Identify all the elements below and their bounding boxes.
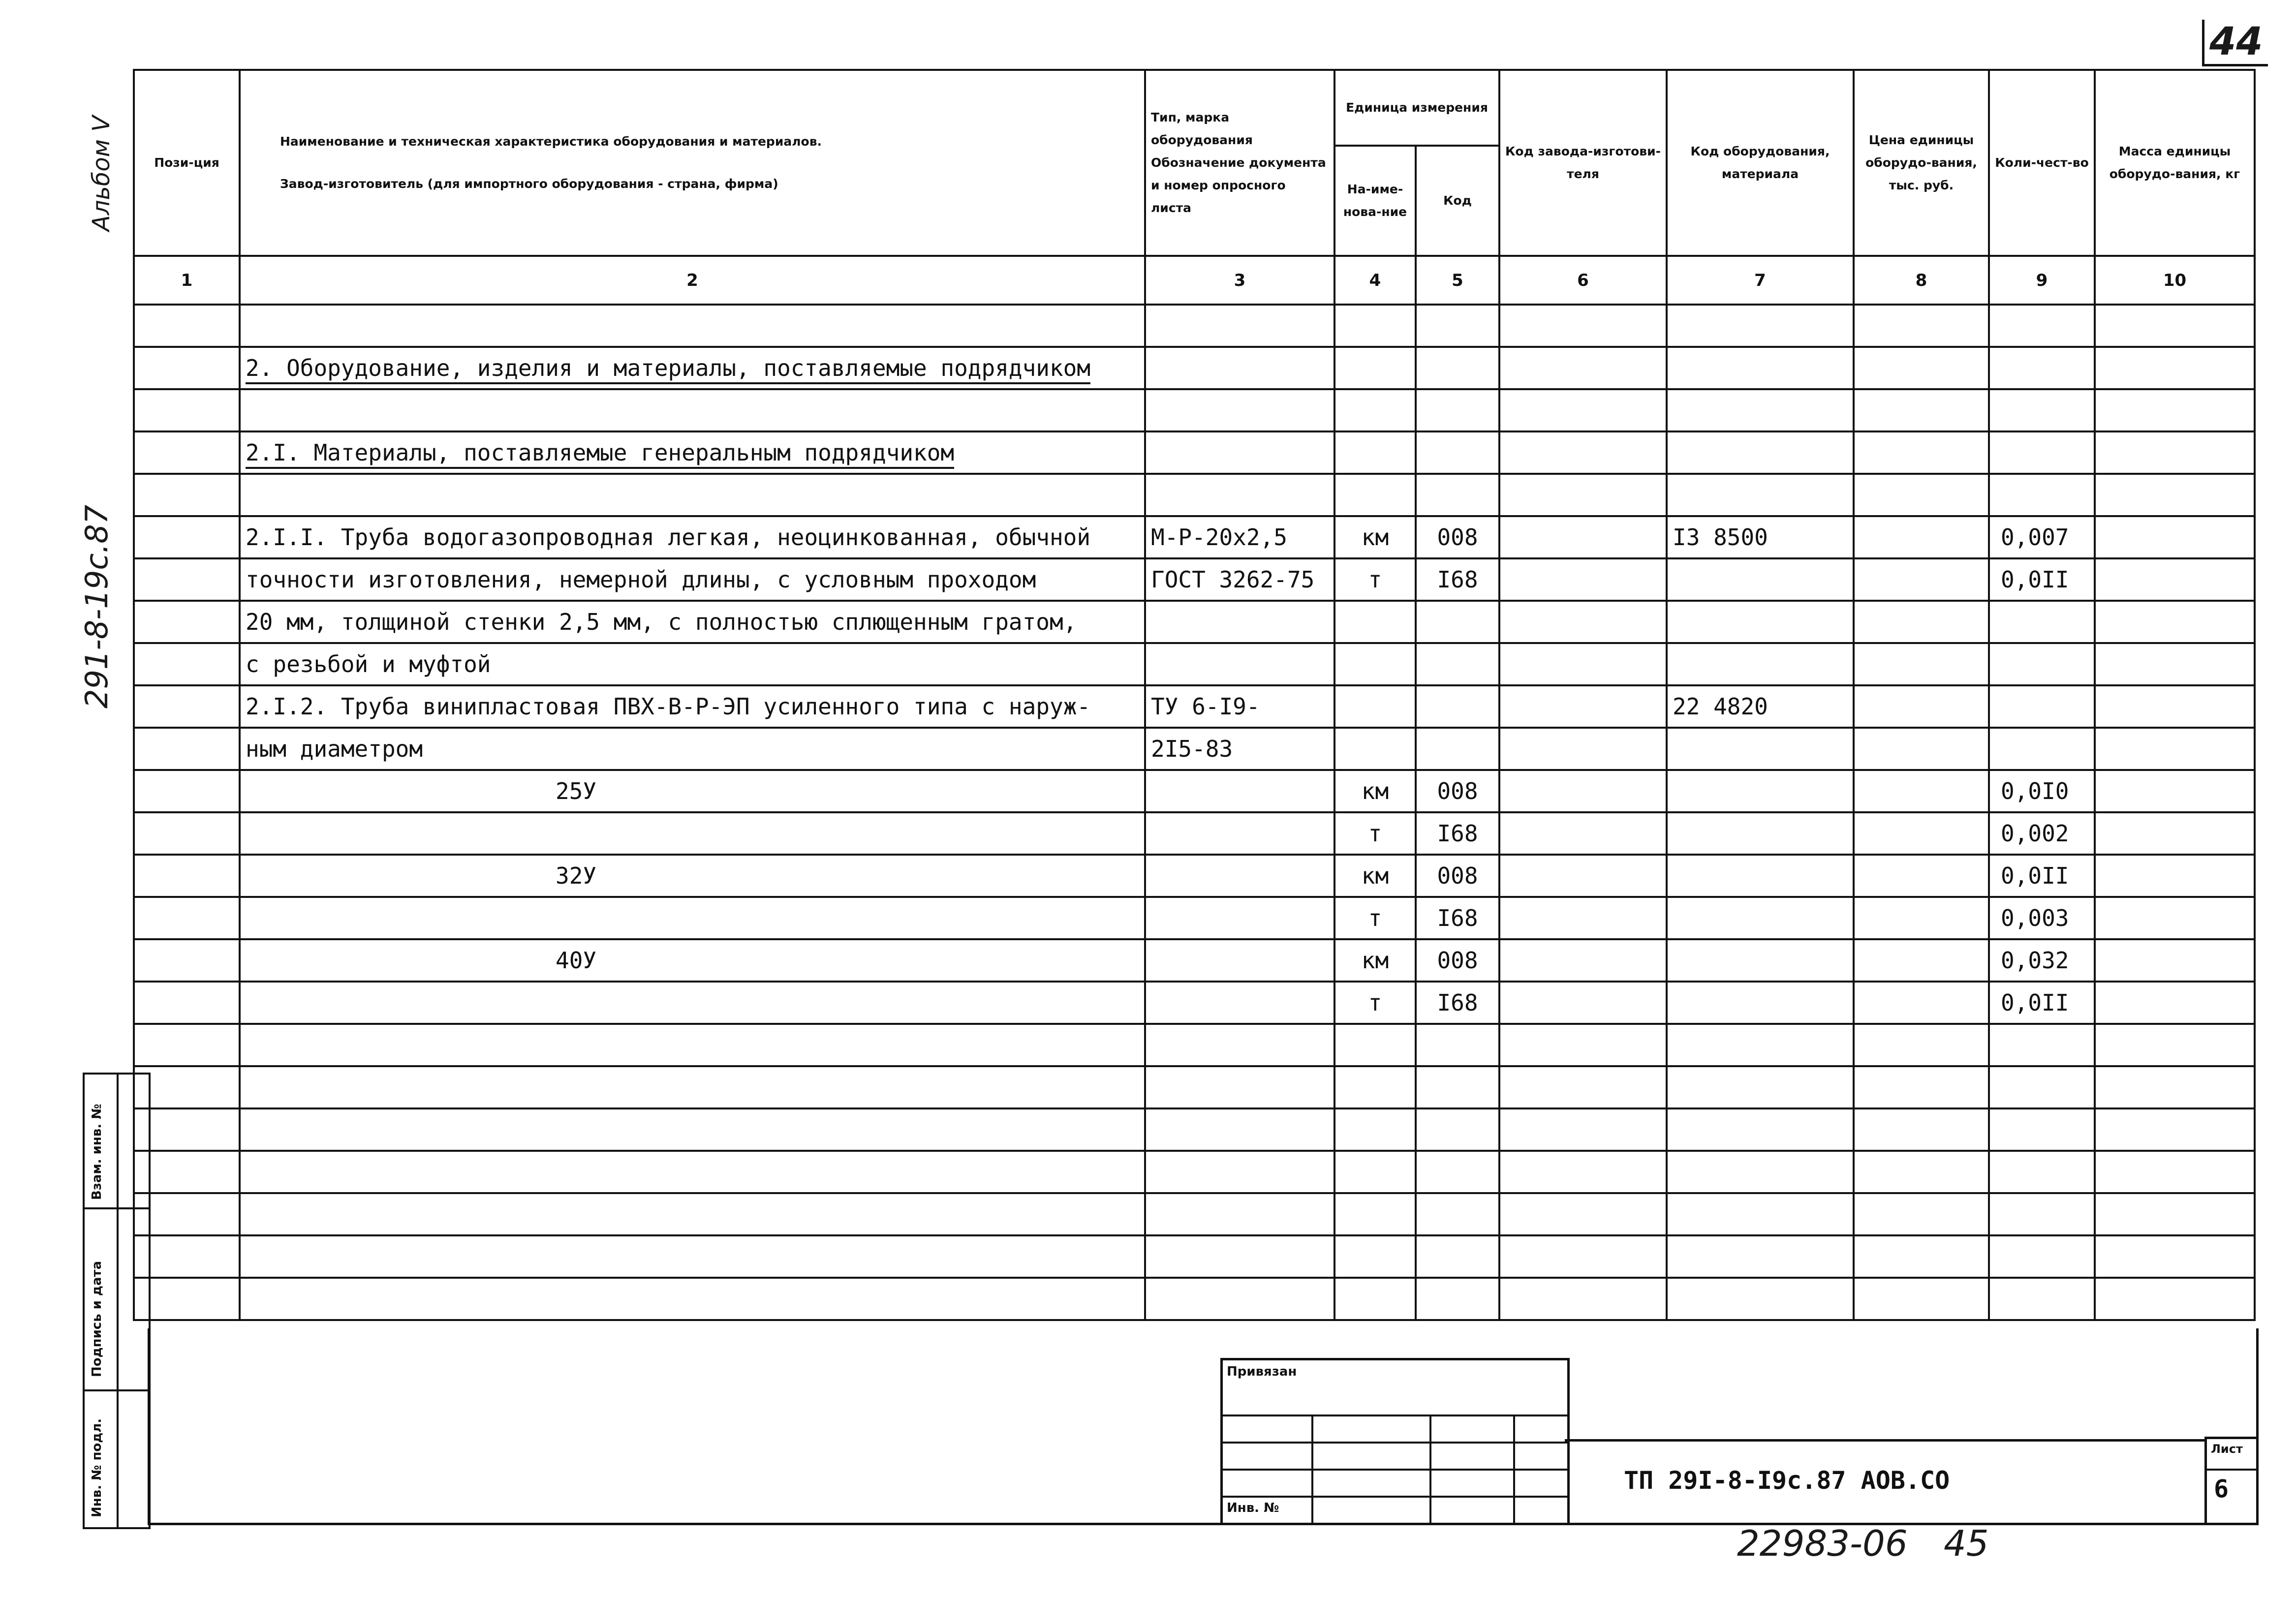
table-row bbox=[134, 1278, 2255, 1320]
sheet-number-box bbox=[2204, 1437, 2259, 1525]
column-number: 4 bbox=[1334, 256, 1416, 305]
stamp-inv: Инв. № bbox=[1227, 1501, 1279, 1515]
item-name: точности изготовления, немерной длины, с условным проходом bbox=[240, 558, 1145, 601]
corner-page-number: 44 bbox=[2202, 20, 2268, 66]
unit-code: I68 bbox=[1416, 897, 1499, 939]
header-type: Тип, марка оборудования Обозначение документа и номер опросного листа bbox=[1145, 70, 1334, 256]
left-margin-code: 291-8-19с.87 bbox=[79, 504, 115, 708]
section-heading-2: 2. Оборудование, изделия и материалы, поставляемые подрядчиком bbox=[240, 347, 1145, 389]
specification-table bbox=[133, 69, 2256, 1321]
header-name-line2: Завод-изготовитель (для импортного оборудования - страна, фирма) bbox=[280, 177, 778, 191]
item-name: с резьбой и муфтой bbox=[240, 643, 1145, 685]
item-size: 25У bbox=[240, 770, 1145, 812]
column-number: 5 bbox=[1416, 256, 1499, 305]
quantity: 0,032 bbox=[1989, 939, 2095, 982]
header-unit-group: Единица измерения bbox=[1334, 70, 1499, 146]
table-row bbox=[134, 982, 2255, 1024]
sheet-number: 6 bbox=[2214, 1475, 2229, 1503]
table-row bbox=[134, 643, 2255, 685]
table-row bbox=[134, 601, 2255, 643]
table-row bbox=[134, 897, 2255, 939]
material-code: 22 4820 bbox=[1667, 685, 1854, 728]
specification-sheet bbox=[133, 69, 2254, 1525]
item-type: ГОСТ 3262-75 bbox=[1145, 558, 1334, 601]
column-number: 9 bbox=[1989, 256, 2095, 305]
table-row bbox=[134, 347, 2255, 389]
table-row bbox=[134, 1024, 2255, 1066]
item-type: М-Р-20х2,5 bbox=[1145, 516, 1334, 558]
table-row bbox=[134, 855, 2255, 897]
quantity: 0,0II bbox=[1989, 558, 2095, 601]
unit-code: 008 bbox=[1416, 855, 1499, 897]
header-material-code: Код оборудования, материала bbox=[1667, 70, 1854, 256]
header-position: Пози-ция bbox=[134, 70, 240, 256]
item-size: 40У bbox=[240, 939, 1145, 982]
column-number: 10 bbox=[2095, 256, 2255, 305]
table-row bbox=[134, 558, 2255, 601]
table-row bbox=[134, 1235, 2255, 1278]
left-margin-album: Альбом V bbox=[88, 115, 115, 231]
column-number: 2 bbox=[240, 256, 1145, 305]
quantity: 0,0II bbox=[1989, 855, 2095, 897]
unit-name: т bbox=[1334, 812, 1416, 855]
item-type: 2I5-83 bbox=[1145, 728, 1334, 770]
vzam-label: Взам. инв. № bbox=[90, 1104, 104, 1200]
column-number-row bbox=[134, 256, 2255, 305]
column-number: 8 bbox=[1854, 256, 1989, 305]
signature-label: Подпись и дата bbox=[90, 1261, 104, 1377]
unit-code: I68 bbox=[1416, 982, 1499, 1024]
unit-code: 008 bbox=[1416, 516, 1499, 558]
header-name-line1: Наименование и техническая характеристика оборудования и материалов. bbox=[280, 134, 822, 149]
archive-number: 22983-06 bbox=[1737, 1523, 1908, 1564]
stamp-title: Привязан bbox=[1227, 1364, 1297, 1379]
column-number: 6 bbox=[1499, 256, 1667, 305]
quantity: 0,003 bbox=[1989, 897, 2095, 939]
title-area-frame bbox=[148, 1328, 2259, 1525]
material-code: I3 8500 bbox=[1667, 516, 1854, 558]
table-row bbox=[134, 1066, 2255, 1108]
binding-stamp bbox=[1220, 1358, 1570, 1525]
table-row bbox=[134, 431, 2255, 474]
header-factory-code: Код завода-изготови-теля bbox=[1499, 70, 1667, 256]
table-row bbox=[134, 770, 2255, 812]
archive-page: 45 bbox=[1944, 1523, 1989, 1564]
column-number: 7 bbox=[1667, 256, 1854, 305]
header-price: Цена единицы оборудо-вания, тыс. руб. bbox=[1854, 70, 1989, 256]
table-row bbox=[134, 474, 2255, 516]
table-row bbox=[134, 728, 2255, 770]
unit-name: т bbox=[1334, 982, 1416, 1024]
unit-code: 008 bbox=[1416, 939, 1499, 982]
item-size: 32У bbox=[240, 855, 1145, 897]
section-heading-2-1: 2.I. Материалы, поставляемые генеральным подрядчиком bbox=[240, 431, 1145, 474]
table-row bbox=[134, 1151, 2255, 1193]
table-row bbox=[134, 812, 2255, 855]
table-row bbox=[134, 389, 2255, 431]
unit-code: 008 bbox=[1416, 770, 1499, 812]
quantity: 0,0II bbox=[1989, 982, 2095, 1024]
item-name: 2.I.I. Труба водогазопроводная легкая, неоцинкованная, обычной bbox=[240, 516, 1145, 558]
header-name bbox=[240, 70, 1145, 256]
unit-code: I68 bbox=[1416, 812, 1499, 855]
header-unit-code: Код bbox=[1416, 146, 1499, 256]
inventory-strip bbox=[83, 1073, 151, 1529]
item-name: ным диаметром bbox=[240, 728, 1145, 770]
quantity: 0,007 bbox=[1989, 516, 2095, 558]
unit-name: км bbox=[1334, 855, 1416, 897]
table-row bbox=[134, 305, 2255, 347]
titleblock-divider bbox=[1565, 1439, 2204, 1442]
column-number: 1 bbox=[134, 256, 240, 305]
header-unit-name: На-име-нова-ние bbox=[1334, 146, 1416, 256]
item-name: 2.I.2. Труба винипластовая ПВХ-В-Р-ЭП усиленного типа с наруж- bbox=[240, 685, 1145, 728]
unit-name: км bbox=[1334, 939, 1416, 982]
table-row bbox=[134, 939, 2255, 982]
unit-name: т bbox=[1334, 897, 1416, 939]
table-row bbox=[134, 516, 2255, 558]
unit-name: т bbox=[1334, 558, 1416, 601]
column-number: 3 bbox=[1145, 256, 1334, 305]
item-type: ТУ 6-I9- bbox=[1145, 685, 1334, 728]
table-row bbox=[134, 1108, 2255, 1151]
table-row bbox=[134, 1193, 2255, 1235]
quantity: 0,002 bbox=[1989, 812, 2095, 855]
unit-name: км bbox=[1334, 516, 1416, 558]
unit-code: I68 bbox=[1416, 558, 1499, 601]
inventory-label: Инв. № подл. bbox=[90, 1418, 104, 1517]
item-name: 20 мм, толщиной стенки 2,5 мм, с полностью сплющенным гратом, bbox=[240, 601, 1145, 643]
table-row bbox=[134, 685, 2255, 728]
document-code: ТП 29I-8-I9с.87 АОВ.СО bbox=[1624, 1466, 1950, 1495]
sheet-label: Лист bbox=[2211, 1442, 2243, 1456]
header-quantity: Коли-чест-во bbox=[1989, 70, 2095, 256]
quantity: 0,0I0 bbox=[1989, 770, 2095, 812]
header-mass: Масса единицы оборудо-вания, кг bbox=[2095, 70, 2255, 256]
unit-name: км bbox=[1334, 770, 1416, 812]
